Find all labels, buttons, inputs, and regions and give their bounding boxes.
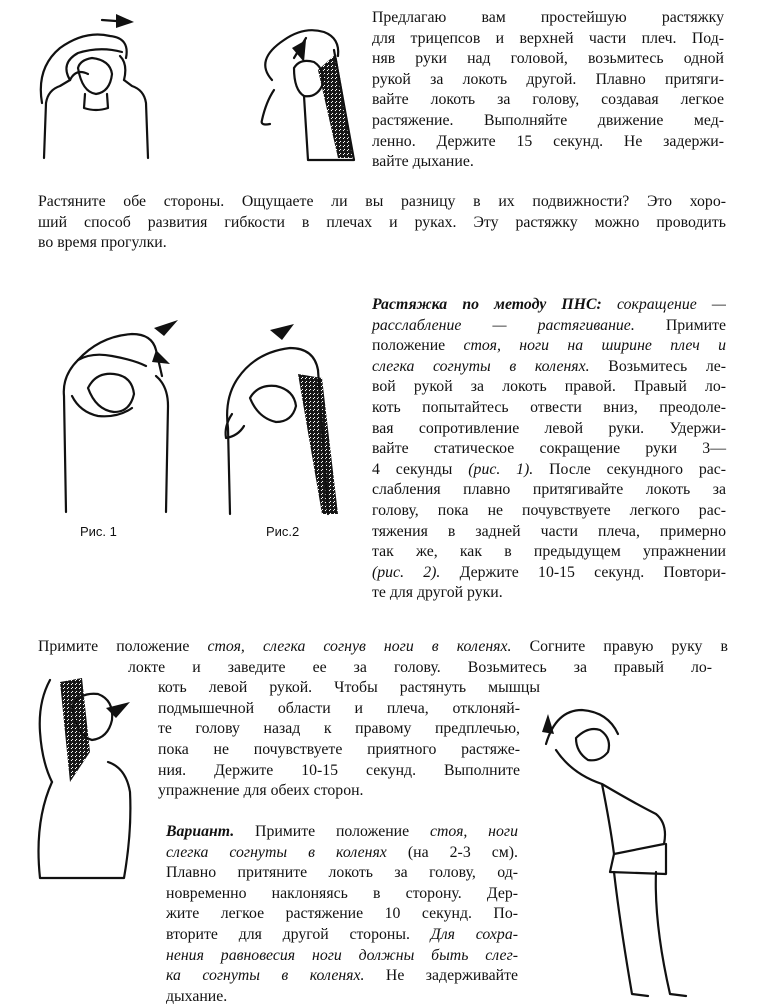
text-line: растяжение. Выполняйте движение мед-	[372, 111, 724, 129]
text-line: коть попытайтесь отвести вниз, преодоле-	[372, 398, 726, 416]
pns-method-paragraph	[372, 295, 726, 604]
text-line: ка согнуты в коленях. Не задерживайте	[166, 967, 518, 985]
variant-title: Вариант.	[166, 823, 235, 840]
text-line: тяжения в задней части плеча, примерно	[372, 522, 726, 540]
text-line: Растяните обе стороны. Ощущаете ли вы разницу в их подвижности? Это хоро-	[38, 193, 726, 210]
text-line: Предлагаю вам простейшую растяжку	[372, 9, 724, 26]
text-line: дыхание.	[166, 987, 228, 1005]
figure-1-caption: Рис. 1	[80, 524, 117, 539]
text-line: те голову назад к правому предплечью,	[158, 720, 520, 738]
text-line: вайте локоть за голову, создавая легкое	[372, 91, 724, 109]
text-line: няв руки над головой, возьмитесь одной	[372, 50, 724, 68]
text-line: рукой за локоть другой. Плавно притяги-	[372, 70, 724, 88]
text-line: те для другой руки.	[372, 584, 503, 602]
text-line: Примите положение стоя, слегка согнув ноги в коленях. Согните правую руку в	[38, 638, 728, 655]
underarm-stretch-line-3	[158, 678, 540, 699]
text-line: Растяжка по методу ПНС: сокращение —	[372, 296, 726, 313]
text-line: так же, как в предыдущем упражнении	[372, 543, 726, 561]
stretch-illustration-back-view	[30, 8, 162, 166]
text-line: коть левой рукой. Чтобы растянуть мышцы	[158, 679, 540, 697]
text-line: расслабление — растягивание. Примите	[372, 316, 726, 334]
text-line: ния. Держите 10-15 секунд. Выполните	[158, 761, 520, 779]
text-line: Плавно притяните локоть за голову, од-	[166, 864, 518, 882]
text-line: слегка согнуты в коленях. Возьмитесь ле-	[372, 357, 726, 375]
text-line: нения равновесия ноги должны быть слег-	[166, 946, 518, 964]
text-line: (рис. 2). Держите 10-15 секунд. Повтори-	[372, 563, 726, 581]
variant-paragraph	[166, 822, 518, 1007]
text-line: слабления плавно притягивайте локоть за	[372, 481, 726, 499]
stretch-illustration-side-view	[244, 10, 362, 166]
pns-stretch-figure-2	[210, 318, 346, 516]
text-line: ший способ развития гибкости в плечах и руках. Эту растяжку можно проводить	[38, 213, 726, 231]
overhead-stretch-side-figure	[20, 672, 140, 882]
underarm-stretch-line-2	[128, 658, 712, 679]
text-line: упражнение для обеих сторон.	[158, 782, 364, 800]
side-bend-stretch-figure	[536, 704, 712, 1000]
text-line: положение стоя, ноги на ширине плеч и	[372, 337, 726, 355]
text-line: Вариант. Примите положение стоя, ноги	[166, 823, 518, 840]
both-sides-paragraph	[38, 192, 726, 254]
underarm-stretch-paragraph	[158, 699, 520, 802]
text-line: пока не почувствуете приятного растяже-	[158, 740, 520, 758]
underarm-stretch-intro-line	[38, 637, 728, 658]
text-line: голову, пока не почувствуете легкого рас-	[372, 501, 726, 519]
text-line: для трицепсов и верхней части плеч. Под-	[372, 29, 724, 47]
text-line: во время прогулки.	[38, 234, 167, 252]
text-line: подмышечной области и плеча, отклоняй-	[158, 699, 520, 717]
intro-stretch-paragraph	[372, 8, 724, 173]
text-line: вторите для другой стороны. Для сохра-	[166, 925, 518, 943]
text-line: 4 секунды (рис. 1). После секундного рас-	[372, 460, 727, 478]
text-line: ленно. Держите 15 секунд. Не задержи-	[372, 132, 724, 150]
pns-stretch-figure-1	[52, 316, 178, 516]
text-line: жите легкое растяжение 10 секунд. По-	[166, 905, 518, 923]
text-line: вайте дыхание.	[372, 153, 474, 171]
text-line: слегка согнуты в коленях (на 2-3 см).	[166, 843, 518, 861]
text-line: локте и заведите ее за голову. Возьмитесь за правый ло-	[128, 658, 712, 676]
text-line: вой рукой за локоть правой. Правый ло-	[372, 378, 726, 396]
text-line: вая сопротивление левой руки. Удержи-	[372, 419, 726, 437]
text-line: вайте статическое сокращение руки 3—	[372, 440, 726, 458]
text-line: новременно наклоняясь в сторону. Дер-	[166, 884, 518, 902]
figure-2-caption: Рис.2	[266, 524, 300, 539]
pns-title: Растяжка по методу ПНС:	[372, 296, 602, 313]
